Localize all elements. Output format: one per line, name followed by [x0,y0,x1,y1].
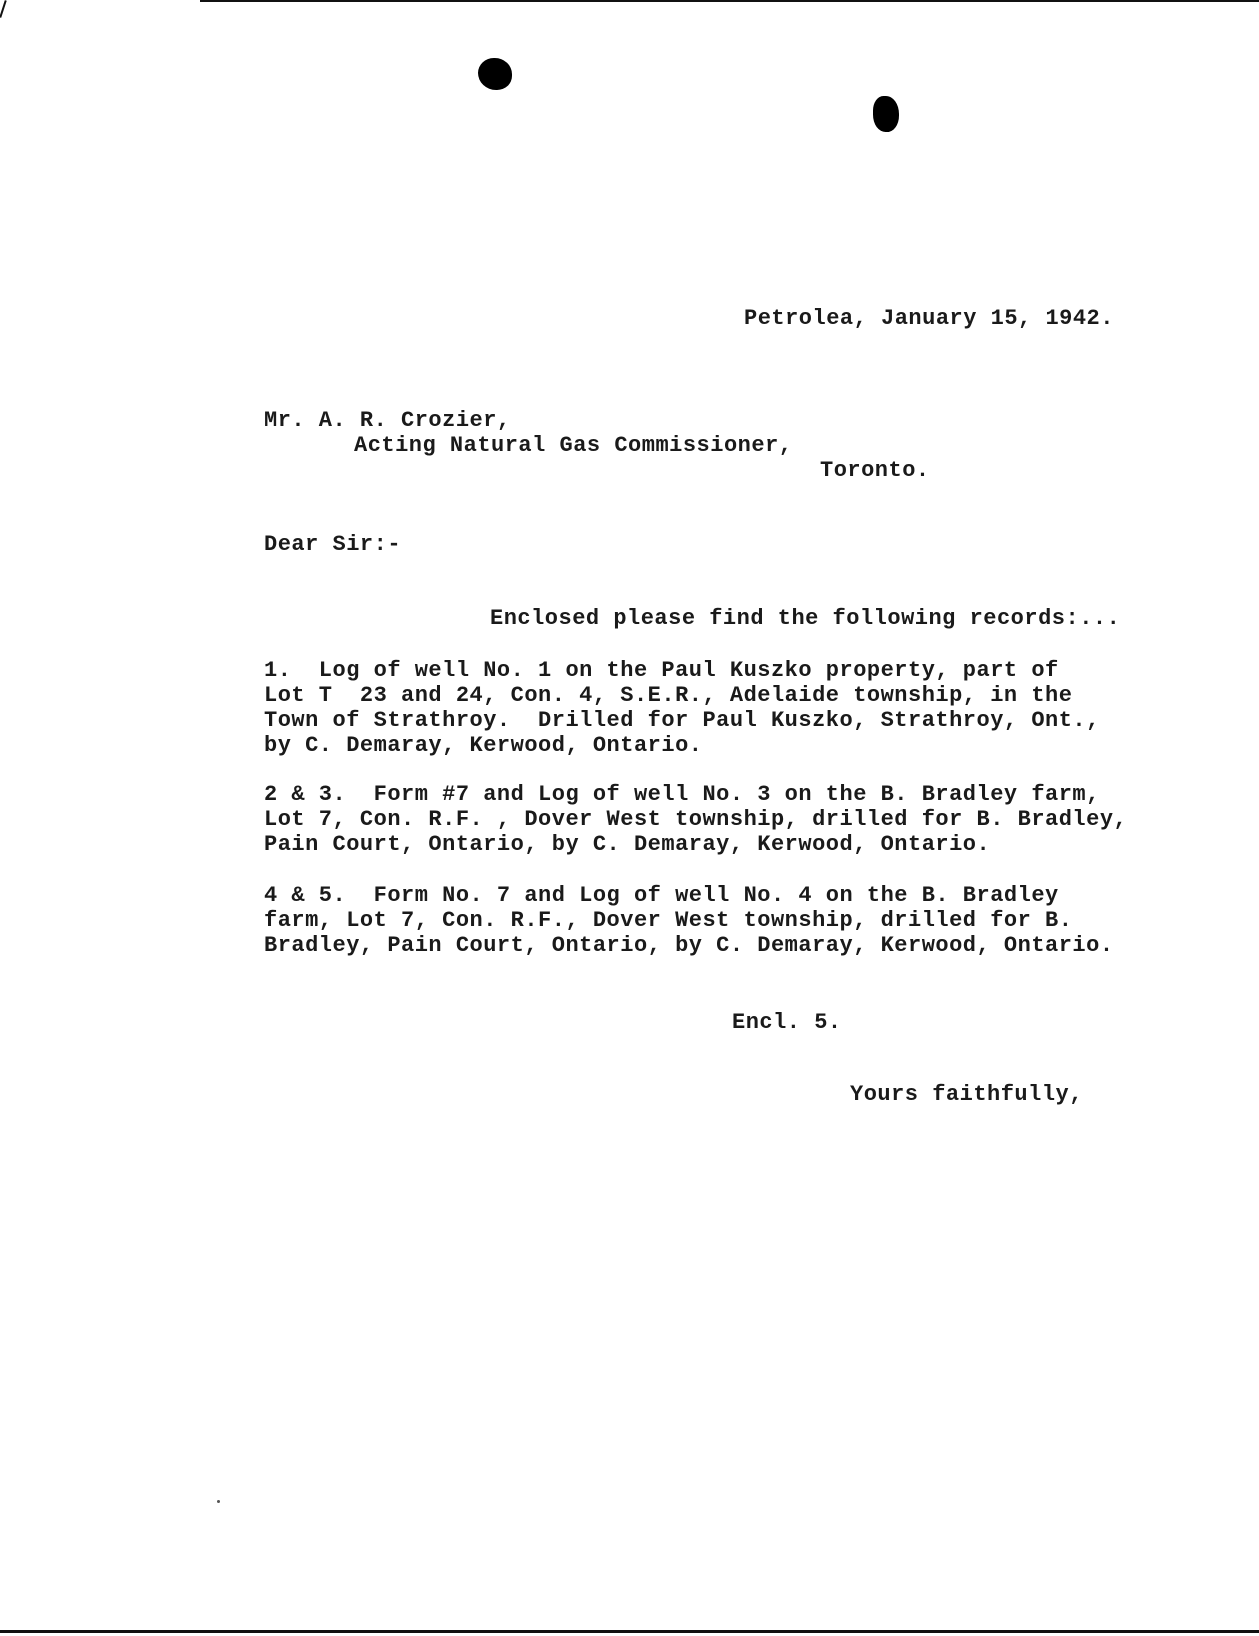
record-item-line: Town of Strathroy. Drilled for Paul Kuszko, Strathroy, Ont., [264,708,1100,733]
recipient-city: Toronto. [820,458,930,483]
punch-hole-right [873,96,899,132]
scan-speck [217,1500,220,1503]
record-item-line: 1. Log of well No. 1 on the Paul Kuszko property, part of [264,658,1059,683]
record-item-line: Lot T 23 and 24, Con. 4, S.E.R., Adelaide township, in the [264,683,1073,708]
record-item-line: Bradley, Pain Court, Ontario, by C. Demaray, Kerwood, Ontario. [264,933,1114,958]
recipient-title: Acting Natural Gas Commissioner, [354,433,793,458]
record-item-line: Lot 7, Con. R.F. , Dover West township, drilled for B. Bradley, [264,807,1128,832]
record-item-3 [264,883,1114,958]
record-item-line: Pain Court, Ontario, by C. Demaray, Kerwood, Ontario. [264,832,991,857]
dateline: Petrolea, January 15, 1942. [744,306,1114,331]
record-item-line: 4 & 5. Form No. 7 and Log of well No. 4 on the B. Bradley [264,883,1059,908]
record-item-2 [264,782,1127,857]
record-item-line: by C. Demaray, Kerwood, Ontario. [264,733,703,758]
salutation: Dear Sir:- [264,532,402,557]
closing: Yours faithfully, [850,1082,1083,1107]
scan-border-bottom [0,1630,1259,1633]
record-item-1 [264,658,1100,758]
record-item-line: 2 & 3. Form #7 and Log of well No. 3 on the B. Bradley farm, [264,782,1100,807]
punch-hole-left [478,58,512,90]
intro-line: Enclosed please find the following records:... [490,606,1121,631]
scan-border-top [200,0,1259,2]
record-item-line: farm, Lot 7, Con. R.F., Dover West township, drilled for B. [264,908,1073,933]
recipient-name: Mr. A. R. Crozier, [264,408,511,433]
enclosure-note: Encl. 5. [732,1010,842,1035]
scan-mark [0,0,7,18]
